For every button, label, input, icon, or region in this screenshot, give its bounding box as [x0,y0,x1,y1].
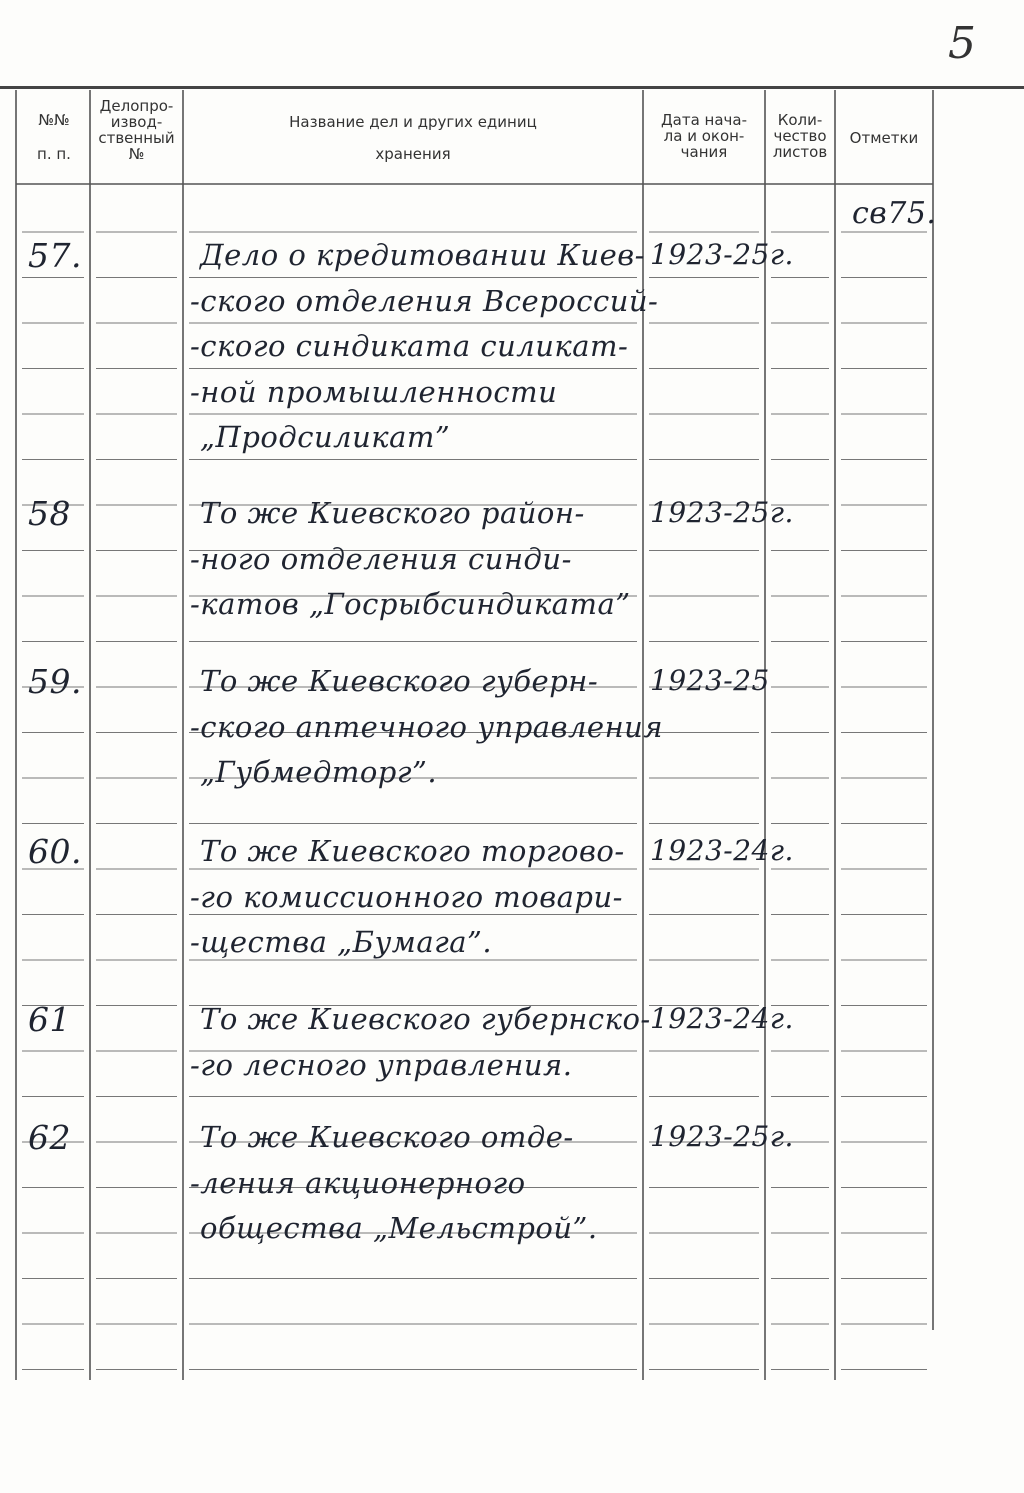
entry-dates: 1923-25г. [650,1120,794,1153]
entry-number: 60. [28,832,82,871]
entry-title-line: -го комиссионного товари- [190,879,623,914]
header-dates-line3: чания [680,143,728,161]
header-office-number [90,98,183,162]
entry-title-line: общества „Мельстрой”. [200,1211,598,1245]
top-note: св75. [852,196,937,231]
entry-number: 58 [28,494,71,533]
header-office-line4: № [128,145,145,163]
entry-title-line: То же Киевского отде- [200,1120,574,1154]
header-title-line1: Название дел и других единиц [289,113,537,131]
entry-title-line: -катов „Госрыбсиндиката” [190,587,631,621]
header-number-line2: п. п. [37,145,71,163]
header-notes [835,130,933,146]
entry-title-line: То же Киевского губернско- [200,1002,651,1036]
entry-title-line: -ского синдиката силикат- [190,329,629,363]
entry-title-line: -ного отделения синди- [190,541,572,576]
entry-number: 59. [28,662,82,701]
entry-title-line: То же Киевского губерн- [200,664,599,698]
entry-title-line: -ления акционерного [190,1165,526,1200]
entry-dates: 1923-25г. [650,496,794,529]
header-office-line2: извод- [110,113,163,131]
header-office-line1: Делопро- [99,97,174,115]
entry-title-line: -ского аптечного управления [190,709,664,744]
header-title [183,114,643,162]
page-number: 5 [948,18,976,69]
entry-title-line: „Продсиликат” [200,420,451,454]
header-sheets-line1: Коли- [777,111,823,129]
entry-title-line: То же Киевского район- [200,496,585,530]
header-dates [643,112,765,160]
header-number [18,112,90,162]
entry-title-line: -го лесного управления. [190,1047,573,1082]
header-title-line2: хранения [375,145,451,163]
header-notes-label: Отметки [849,129,919,147]
header-dates-line2: ла и окон- [663,127,745,145]
header-number-line1: №№ [38,111,70,129]
header-sheets [765,112,835,160]
top-rule [0,86,1024,89]
entry-number: 61 [28,1000,71,1039]
entry-title-line: То же Киевского торгово- [200,834,625,868]
entry-title-line: „Губмедторг”. [200,755,438,789]
entry-dates: 1923-24г. [650,1002,794,1035]
entry-title-line: -щества „Бумага”. [190,925,493,959]
entry-title-line: -ского отделения Всероссий- [190,283,659,318]
entry-number: 57. [28,236,82,275]
entry-title-line: -ной промышленности [190,374,558,409]
entry-dates: 1923-24г. [650,834,794,867]
entry-number: 62 [28,1118,71,1157]
header-dates-line1: Дата нача- [660,111,748,129]
entry-dates: 1923-25г. [650,238,794,271]
entry-dates: 1923-25 [650,664,770,697]
entry-title-line: Дело о кредитовании Киев- [200,238,645,272]
header-sheets-line2: чество [773,127,827,145]
header-office-line3: ственный [98,129,175,147]
header-sheets-line3: листов [772,143,828,161]
